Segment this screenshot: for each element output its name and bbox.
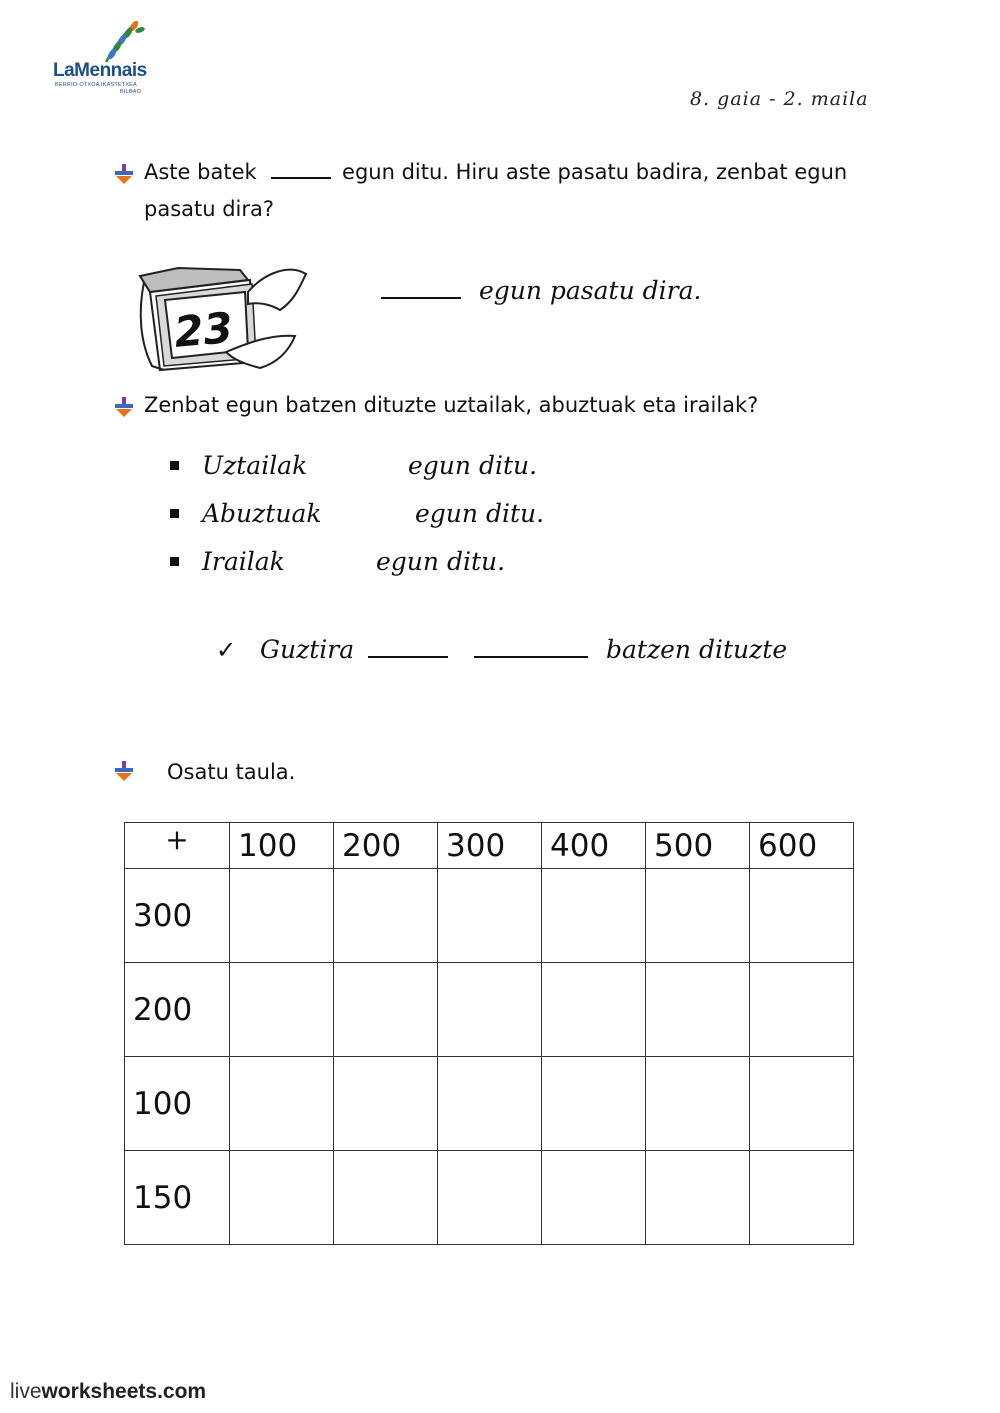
footer-brand[interactable] xyxy=(10,1380,206,1404)
table-cell[interactable] xyxy=(542,869,646,963)
table-corner-plus: + xyxy=(125,823,230,869)
table-cell[interactable] xyxy=(230,869,334,963)
table-col-header: 200 xyxy=(334,823,438,869)
q1-line1 xyxy=(144,160,847,184)
table-cell[interactable] xyxy=(438,869,542,963)
table-row-header: 100 xyxy=(125,1057,230,1151)
q1-text-before: Aste batek xyxy=(144,160,257,184)
arrow-bullet-icon xyxy=(113,760,135,782)
table-cell[interactable] xyxy=(334,963,438,1057)
table-row-header: 150 xyxy=(125,1151,230,1245)
q2-total-rest: batzen dituzte xyxy=(606,635,788,664)
table-cell[interactable] xyxy=(334,869,438,963)
q1-line2: pasatu dira? xyxy=(144,197,275,221)
table-cell[interactable] xyxy=(334,1151,438,1245)
q2-total-blank-1[interactable] xyxy=(368,655,448,658)
addition-table xyxy=(124,822,854,1245)
calendar-icon xyxy=(130,262,310,377)
table-col-header: 400 xyxy=(542,823,646,869)
arrow-bullet-icon xyxy=(113,163,135,185)
table-row-header: 300 xyxy=(125,869,230,963)
q2-text: Zenbat egun batzen dituzte uztailak, abuztuak eta irailak? xyxy=(144,393,759,417)
q1-blank[interactable] xyxy=(271,176,331,179)
table-cell[interactable] xyxy=(750,1057,854,1151)
footer-brand-bold: worksheets xyxy=(41,1380,158,1403)
table-cell[interactable] xyxy=(646,963,750,1057)
table-col-header: 600 xyxy=(750,823,854,869)
table-cell[interactable] xyxy=(438,1151,542,1245)
table-row xyxy=(125,1151,854,1245)
table-cell[interactable] xyxy=(646,1151,750,1245)
calendar-day: 23 xyxy=(172,302,235,357)
table-cell[interactable] xyxy=(542,1151,646,1245)
wheat-icon xyxy=(100,18,150,64)
table-cell[interactable] xyxy=(438,963,542,1057)
school-logo xyxy=(50,18,150,98)
logo-subtitle: BERRIO-OTXOA IKASTETXEA xyxy=(55,82,137,88)
q1-answer-text: egun pasatu dira. xyxy=(478,276,702,305)
table-cell[interactable] xyxy=(750,963,854,1057)
table-row xyxy=(125,963,854,1057)
footer-brand-light: live xyxy=(10,1380,42,1403)
table-col-header: 100 xyxy=(230,823,334,869)
q1-text-after: egun ditu. Hiru aste pasatu badira, zenbat egun xyxy=(342,160,848,184)
subject-header: 8. gaia - 2. maila xyxy=(690,88,869,110)
bullet-square xyxy=(170,461,179,470)
q2-item-rest: egun ditu. xyxy=(376,547,506,576)
table-cell[interactable] xyxy=(230,963,334,1057)
q2-total-blank-2[interactable] xyxy=(474,655,588,658)
logo-name: LaMennais xyxy=(53,60,147,81)
table-col-header: 300 xyxy=(438,823,542,869)
table-cell[interactable] xyxy=(542,1057,646,1151)
q2-total-label: Guztira xyxy=(260,635,355,664)
checkmark-icon: ✓ xyxy=(216,636,237,664)
table-cell[interactable] xyxy=(646,1057,750,1151)
q2-total xyxy=(260,635,787,664)
table-cell[interactable] xyxy=(750,1151,854,1245)
bullet-square xyxy=(170,509,179,518)
q2-item-month: Irailak xyxy=(202,547,285,576)
arrow-bullet-icon xyxy=(113,396,135,418)
q1-answer xyxy=(381,276,701,305)
table-col-header: 500 xyxy=(646,823,750,869)
table-cell[interactable] xyxy=(750,869,854,963)
q1-answer-blank[interactable] xyxy=(381,296,461,299)
table-cell[interactable] xyxy=(334,1057,438,1151)
q2-item-rest: egun ditu. xyxy=(408,451,538,480)
footer-brand-tail: .com xyxy=(157,1380,207,1403)
table-row xyxy=(125,1057,854,1151)
table-header-row xyxy=(125,823,854,869)
table-row xyxy=(125,869,854,963)
table-cell[interactable] xyxy=(438,1057,542,1151)
q2-item-month: Abuztuak xyxy=(202,499,322,528)
q2-item-rest: egun ditu. xyxy=(415,499,545,528)
logo-city: BILBAO xyxy=(120,89,142,95)
table-cell[interactable] xyxy=(646,869,750,963)
q2-item-month: Uztailak xyxy=(202,451,308,480)
table-cell[interactable] xyxy=(230,1057,334,1151)
table-cell[interactable] xyxy=(230,1151,334,1245)
bullet-square xyxy=(170,557,179,566)
q3-text: Osatu taula. xyxy=(167,760,296,784)
table-row-header: 200 xyxy=(125,963,230,1057)
table-cell[interactable] xyxy=(542,963,646,1057)
